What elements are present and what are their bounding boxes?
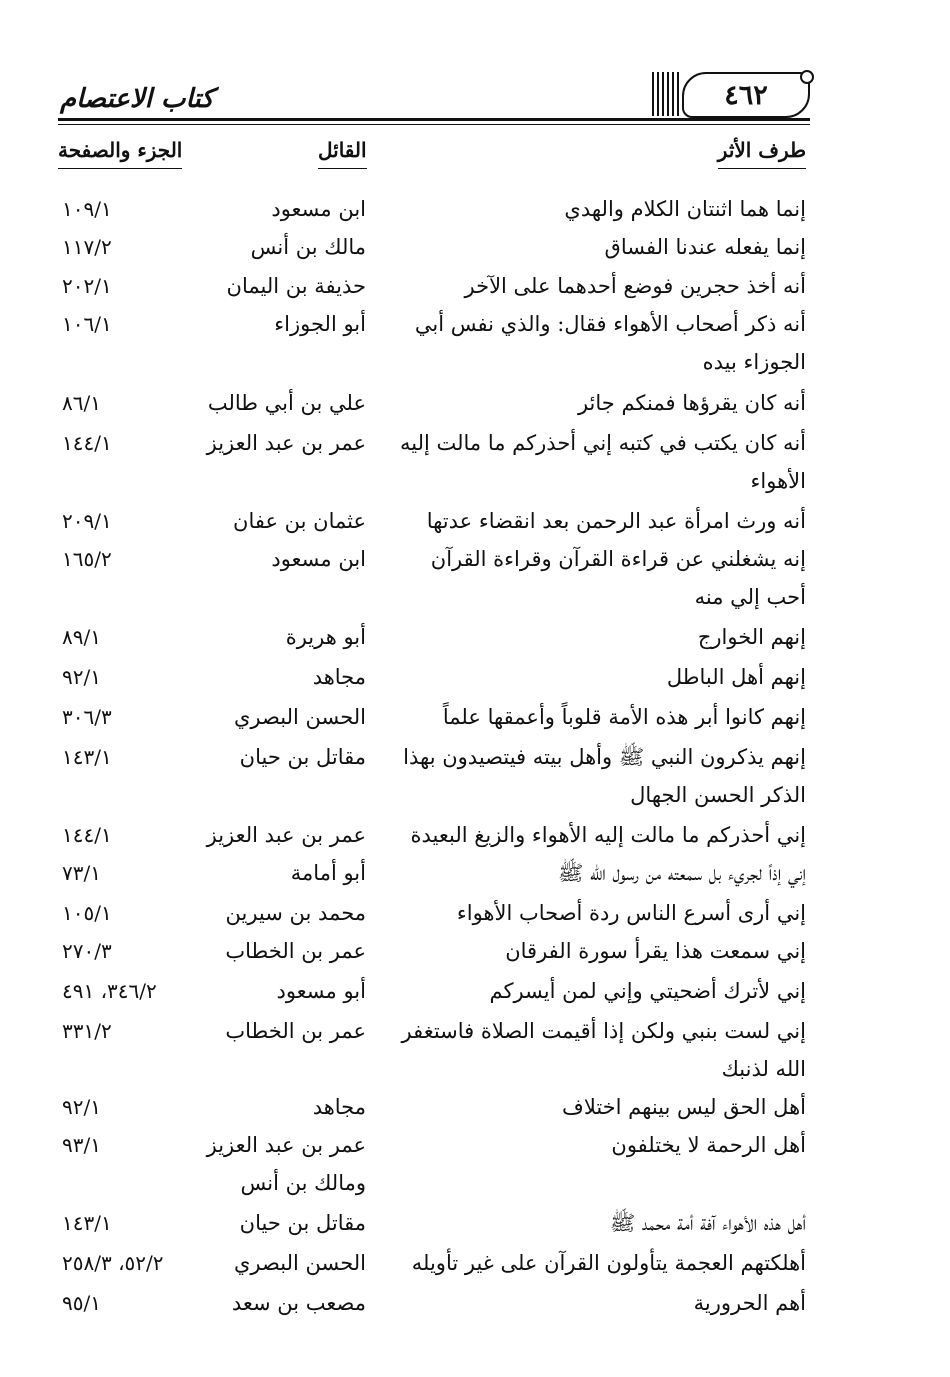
badge-ornament-icon bbox=[800, 70, 814, 84]
qail-name: محمد بن سيرين bbox=[225, 901, 366, 925]
qail-name: حذيفة بن اليمان bbox=[226, 274, 366, 298]
qail-name: عمر بن الخطاب bbox=[225, 939, 366, 963]
qail-name: ابن مسعود bbox=[271, 547, 366, 571]
volume-page-ref: ٣٣١/٢ bbox=[62, 1019, 112, 1043]
qail-name: الحسن البصري bbox=[234, 1251, 366, 1275]
qail-name: أبو مسعود bbox=[276, 979, 366, 1003]
volume-page-ref: ٣٠٦/٣ bbox=[62, 705, 112, 729]
volume-page-ref: ١٤٤/١ bbox=[62, 431, 112, 455]
volume-page-ref: ٨٦/١ bbox=[62, 391, 101, 415]
volume-page-ref: ٢٠٢/١ bbox=[62, 274, 112, 298]
atar-text: إني سمعت هذا يقرأ سورة الفرقان bbox=[505, 939, 806, 963]
atar-text: إنه يشغلني عن قراءة القرآن وقراءة القرآن أحب إلي منه bbox=[430, 547, 806, 609]
atar-text: أنه ذكر أصحاب الأهواء فقال: والذي نفس أبي الجوزاء بيده bbox=[414, 312, 806, 374]
volume-page-ref: ١٦٥/٢ bbox=[62, 547, 112, 571]
header-ornament bbox=[652, 72, 680, 116]
page-header bbox=[58, 62, 810, 120]
atar-text: أهلكتهم العجمة يتأولون القرآن على غير تأويله bbox=[411, 1251, 806, 1275]
qail-name: عمر بن عبد العزيز bbox=[206, 823, 366, 847]
volume-page-ref: ٢٧٠/٣ bbox=[62, 939, 112, 963]
qail-name: مالك بن أنس bbox=[250, 235, 366, 259]
atar-text: أهم الحرورية bbox=[693, 1291, 806, 1315]
volume-page-ref: ١٤٣/١ bbox=[62, 1211, 112, 1235]
volume-page-ref: ١٠٩/١ bbox=[62, 197, 112, 221]
header-rule-thin bbox=[58, 124, 810, 125]
atar-text: أهل هذه الأهواء آفة أمة محمد ﷺ bbox=[609, 1211, 806, 1235]
volume-page-ref: ٩٥/١ bbox=[62, 1291, 101, 1315]
qail-name: مصعب بن سعد bbox=[231, 1291, 366, 1315]
volume-page-ref: ٥٢/٢، ٢٥٨/٣ bbox=[62, 1251, 164, 1275]
volume-page-ref: ١٤٤/١ bbox=[62, 823, 112, 847]
page-number-badge bbox=[682, 72, 810, 118]
qail-name: مقاتل بن حيان bbox=[239, 745, 366, 769]
qail-name: عمر بن الخطاب bbox=[225, 1019, 366, 1043]
volume-page-ref: ٣٤٦/٢، ٤٩١ bbox=[62, 979, 157, 1003]
atar-text: إنهم الخوارج bbox=[697, 625, 806, 649]
atar-text: إني أحذركم ما مالت إليه الأهواء والزيغ البعيدة bbox=[410, 823, 806, 847]
qail-name: علي بن أبي طالب bbox=[207, 391, 366, 415]
column-header-atar: طرف الأثر bbox=[718, 138, 806, 169]
qail-name: ابن مسعود bbox=[271, 197, 366, 221]
column-header-qail: القائل bbox=[318, 138, 367, 169]
qail-name: عثمان بن عفان bbox=[233, 509, 366, 533]
volume-page-ref: ١١٧/٢ bbox=[62, 235, 112, 259]
atar-text: إنما هما اثنتان الكلام والهدي bbox=[564, 197, 806, 221]
volume-page-ref: ١٠٥/١ bbox=[62, 901, 112, 925]
atar-text: أنه كان يكتب في كتبه إني أحذركم ما مالت إليه الأهواء bbox=[400, 431, 806, 493]
volume-page-ref: ٩٣/١ bbox=[62, 1133, 101, 1157]
atar-text: أنه ورث امرأة عبد الرحمن بعد انقضاء عدتها bbox=[426, 509, 806, 533]
atar-text: إني أرى أسرع الناس ردة أصحاب الأهواء bbox=[456, 901, 806, 925]
atar-text: إني لأترك أضحيتي وإني لمن أيسركم bbox=[489, 979, 806, 1003]
qail-name: مقاتل بن حيان bbox=[239, 1211, 366, 1235]
atar-text: أهل الرحمة لا يختلفون bbox=[611, 1133, 806, 1157]
volume-page-ref: ٩٢/١ bbox=[62, 665, 101, 689]
qail-name: مجاهد bbox=[312, 1095, 366, 1119]
column-header-ref: الجزء والصفحة bbox=[58, 138, 182, 169]
volume-page-ref: ٧٣/١ bbox=[62, 861, 101, 885]
atar-text: أنه أخذ حجرين فوضع أحدهما على الآخر bbox=[464, 274, 806, 298]
qail-name: أبو أمامة bbox=[290, 861, 366, 885]
qail-name: عمر بن عبد العزيز bbox=[206, 431, 366, 455]
atar-text: أهل الحق ليس بينهم اختلاف bbox=[562, 1095, 806, 1119]
volume-page-ref: ٢٠٩/١ bbox=[62, 509, 112, 533]
qail-name: مجاهد bbox=[312, 665, 366, 689]
atar-text: إنما يفعله عندنا الفساق bbox=[604, 235, 806, 259]
atar-text: إني إذاً لجريء بل سمعته من رسول الله ﷺ bbox=[557, 861, 806, 885]
atar-text: إنهم كانوا أبر هذه الأمة قلوباً وأعمقها علماً bbox=[442, 705, 806, 729]
book-title: كتاب الاعتصام bbox=[60, 84, 214, 114]
page-number: ٤٦٢ bbox=[724, 79, 768, 111]
qail-name: عمر بن عبد العزيز ومالك بن أنس bbox=[206, 1133, 366, 1195]
qail-name: أبو الجوزاء bbox=[274, 312, 366, 336]
volume-page-ref: ٩٢/١ bbox=[62, 1095, 101, 1119]
volume-page-ref: ١٤٣/١ bbox=[62, 745, 112, 769]
atar-text: إنهم يذكرون النبي ﷺ وأهل بيته فيتصيدون بهذا الذكر الحسن الجهال bbox=[403, 745, 806, 807]
qail-name: أبو هريرة bbox=[285, 625, 366, 649]
header-rule bbox=[58, 118, 810, 121]
atar-text: إني لست بنبي ولكن إذا أقيمت الصلاة فاستغفر الله لذنبك bbox=[401, 1019, 806, 1081]
qail-name: الحسن البصري bbox=[234, 705, 366, 729]
volume-page-ref: ٨٩/١ bbox=[62, 625, 101, 649]
volume-page-ref: ١٠٦/١ bbox=[62, 312, 112, 336]
atar-text: إنهم أهل الباطل bbox=[666, 665, 806, 689]
atar-text: أنه كان يقرؤها فمنكم جائر bbox=[577, 391, 806, 415]
